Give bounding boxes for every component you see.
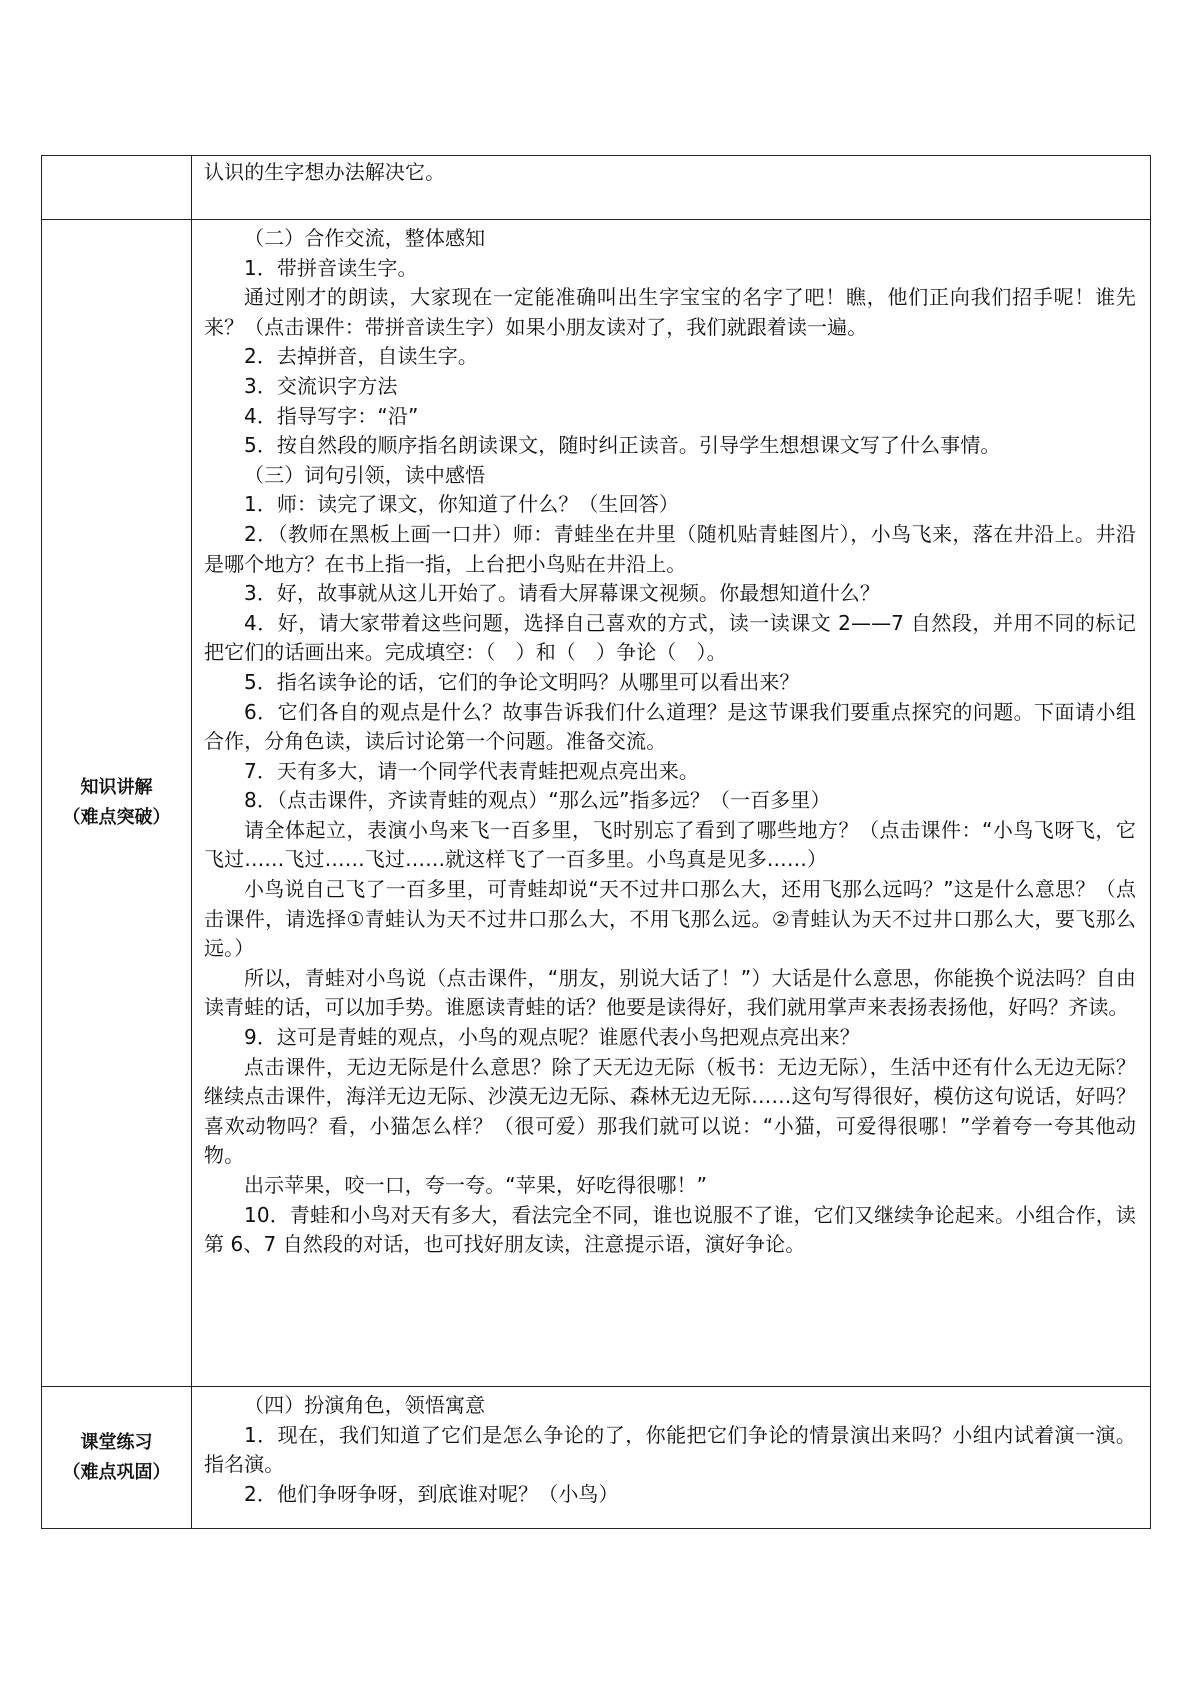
paragraph: 3．交流识字方法 — [244, 373, 398, 398]
paragraph: 请全体起立，表演小鸟来飞一百多里，飞时别忘了看到了哪些地方？（点击课件：“小鸟飞呀飞，它飞过……飞过……飞过……就这样飞了一百多里。小鸟真是见多……） — [204, 817, 1136, 872]
paragraph: 出示苹果，咬一口，夸一夸。“苹果，好吃得很哪！” — [244, 1173, 708, 1197]
paragraph: 9．这可是青蛙的观点，小鸟的观点呢？谁愿代表小鸟把观点亮出来？ — [244, 1025, 860, 1050]
table-body — [42, 156, 1151, 1529]
paragraph: 6．它们各自的观点是什么？故事告诉我们什么道理？是这节课我们要重点探究的问题。下面请小组合作，分角色读，读后讨论第一个问题。准备交流。 — [204, 699, 1136, 754]
row-label-cell — [42, 1387, 192, 1529]
paragraph: 5．指名读争论的话，它们的争论文明吗？从哪里可以看出来？ — [244, 669, 800, 694]
row-label: 课堂练习 — [80, 1431, 153, 1453]
row-label: 知识讲解 — [80, 777, 153, 798]
paragraph: 所以，青蛙对小鸟说（点击课件，“朋友，别说大话了！”）大话是什么意思，你能换个说法吗？自由读青蛙的话，可以加手势。谁愿读青蛙的话？他要是读得好，我们就用掌声来表扬表扬他，好吗？齐读。 — [204, 965, 1136, 1020]
section-heading: （四）扮演角色，领悟寓意 — [244, 1393, 486, 1417]
row-label-cell — [42, 156, 192, 220]
paragraph: 1．现在，我们知道了它们是怎么争论的了，你能把它们争论的情景演出来吗？小组内试着演一演。指名演。 — [204, 1422, 1136, 1477]
paragraph: 10．青蛙和小鸟对天有多大，看法完全不同，谁也说服不了谁，它们又继续争论起来。小组合作，读第 6、7 自然段的对话，也可找好朋友读，注意提示语，演好争论。 — [204, 1202, 1136, 1257]
paragraph: 2．（教师在黑板上画一口井）师：青蛙坐在井里（随机贴青蛙图片），小鸟飞来，落在井沿上。井沿是哪个地方？在书上指一指，上台把小鸟贴在井沿上。 — [204, 521, 1136, 576]
section-heading: （三）词句引领，读中感悟 — [244, 462, 486, 487]
paragraph: 3．好，故事就从这儿开始了。请看大屏幕课文视频。你最想知道什么？ — [244, 581, 880, 606]
paragraph: 4．指导写字：“沿” — [244, 403, 419, 428]
row-content-cell — [192, 1387, 1151, 1529]
section-heading: （二）合作交流，整体感知 — [244, 226, 486, 250]
paragraph: 7．天有多大，请一个同学代表青蛙把观点亮出来。 — [244, 758, 700, 783]
paragraph: 点击课件，无边无际是什么意思？除了天无边无际（板书：无边无际），生活中还有什么无边无际？继续点击课件，海洋无边无际、沙漠无边无际、森林无边无际……这句写得很好，模仿这句说话，好吗？喜欢动物吗？看，小猫怎么样？（很可爱）那我们就可以说：“小猫，可爱得很哪！”学着夸一夸其他动物。 — [204, 1054, 1136, 1168]
table-row-practice — [42, 1387, 1151, 1529]
paragraph: 小鸟说自己飞了一百多里，可青蛙却说“天不过井口那么大，还用飞那么远吗？”这是什么意思？（点击课件，请选择①青蛙认为天不过井口那么大，不用飞那么远。②青蛙认为天不过井口那么大，要飞那么远。） — [204, 877, 1136, 961]
row-content-cell — [192, 220, 1151, 1387]
paragraph: 2．去掉拼音，自读生字。 — [244, 344, 478, 369]
paragraph: 2．他们争呀争呀，到底谁对呢？（小鸟） — [244, 1481, 619, 1506]
row-label-sub: （难点巩固） — [62, 1461, 171, 1483]
paragraph: 8．（点击课件，齐读青蛙的观点）“那么远”指多远？（一百多里） — [244, 788, 831, 813]
row-content-cell — [192, 156, 1151, 220]
row-label-sub: （难点突破） — [62, 807, 171, 828]
paragraph: 4．好，请大家带着这些问题，选择自己喜欢的方式，读一读课文 2——7 自然段，并用不同的标记把它们的话画出来。完成填空：（ ）和（ ）争论（ ）。 — [204, 610, 1136, 665]
paragraph: 1．师：读完了课文，你知道了什么？（生回答） — [244, 492, 679, 517]
paragraph: 5．按自然段的顺序指名朗读课文，随时纠正读音。引导学生想想课文写了什么事情。 — [244, 433, 1001, 458]
table-row-knowledge — [42, 220, 1151, 1387]
row-label-cell — [42, 220, 192, 1387]
paragraph: 通过刚才的朗读，大家现在一定能准确叫出生字宝宝的名字了吧！瞧，他们正向我们招手呢！谁先来？（点击课件：带拼音读生字）如果小朋友读对了，我们就跟着读一遍。 — [204, 285, 1136, 339]
table-row-continued — [42, 156, 1151, 220]
paragraph: 1．带拼音读生字。 — [244, 255, 418, 280]
lesson-plan-table — [41, 155, 1151, 1529]
paragraph: 认识的生字想办法解决它。 — [204, 160, 446, 184]
